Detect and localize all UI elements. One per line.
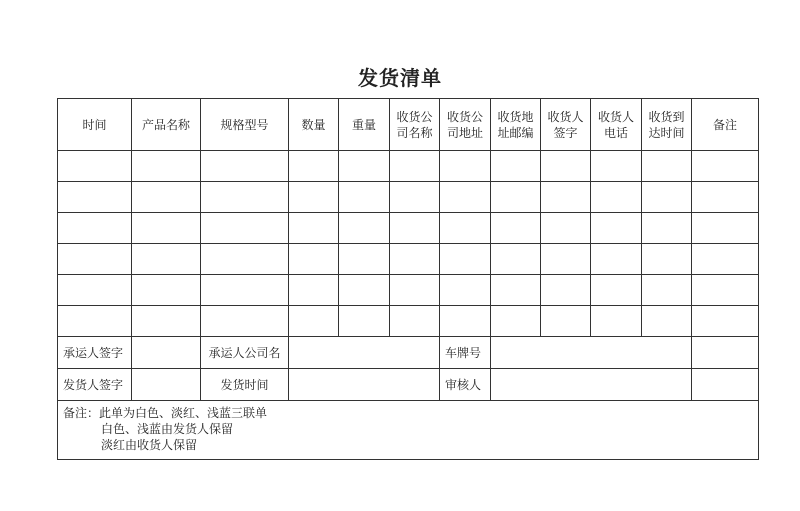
table-cell[interactable]: [591, 306, 642, 337]
table-cell[interactable]: [58, 275, 132, 306]
header-line: 备注: [712, 117, 737, 132]
shipping-list-table: [57, 98, 759, 460]
table-row: [58, 244, 759, 275]
header-cell: [692, 99, 759, 151]
ship-time-label: 发货时间: [201, 369, 289, 401]
table-cell[interactable]: [541, 275, 591, 306]
table-cell[interactable]: [591, 151, 642, 182]
table-cell[interactable]: [692, 213, 759, 244]
table-cell[interactable]: [642, 244, 692, 275]
footer-row-shipper: [58, 369, 759, 401]
table-cell[interactable]: [58, 213, 132, 244]
table-cell[interactable]: [642, 182, 692, 213]
table-cell[interactable]: [201, 244, 289, 275]
header-line: 重量: [351, 117, 376, 132]
remark-field[interactable]: [692, 337, 759, 369]
carrier-sign-label: 承运人签字: [58, 337, 132, 369]
table-cell[interactable]: [541, 151, 591, 182]
table-cell[interactable]: [440, 306, 491, 337]
table-cell[interactable]: [289, 306, 339, 337]
header-cell: [132, 99, 201, 151]
table-cell[interactable]: [692, 182, 759, 213]
table-cell[interactable]: [591, 182, 642, 213]
table-cell[interactable]: [390, 213, 440, 244]
header-cell: [491, 99, 541, 151]
table-cell[interactable]: [541, 182, 591, 213]
shipper-sign-field[interactable]: [132, 369, 201, 401]
table-cell[interactable]: [440, 275, 491, 306]
note-line-1: 备注：此单为白色、淡红、浅蓝三联单: [63, 406, 268, 420]
header-line: 规格型号: [220, 117, 269, 132]
header-line: 数量: [301, 117, 326, 132]
table-row: [58, 275, 759, 306]
table-cell[interactable]: [289, 182, 339, 213]
table-cell[interactable]: [201, 306, 289, 337]
ship-time-field[interactable]: [289, 369, 440, 401]
table-cell[interactable]: [440, 151, 491, 182]
header-line: 收货地: [497, 109, 534, 124]
table-row: [58, 306, 759, 337]
table-cell[interactable]: [132, 306, 201, 337]
table-cell[interactable]: [491, 151, 541, 182]
table-row: [58, 213, 759, 244]
table-cell[interactable]: [58, 306, 132, 337]
table-cell[interactable]: [440, 182, 491, 213]
header-line: 收货公: [396, 109, 433, 124]
table-cell[interactable]: [692, 275, 759, 306]
plate-field[interactable]: [491, 337, 692, 369]
header-cell: [58, 99, 132, 151]
header-line: 收货人: [547, 109, 584, 124]
table-cell[interactable]: [642, 213, 692, 244]
table-cell[interactable]: [692, 306, 759, 337]
header-cell: [440, 99, 491, 151]
table-cell[interactable]: [541, 213, 591, 244]
page-title: 发货清单: [358, 66, 442, 90]
header-line: 签字: [553, 125, 578, 140]
header-line: 收货人: [597, 109, 634, 124]
shipper-sign-label: 发货人签字: [58, 369, 132, 401]
header-cell: [339, 99, 390, 151]
carrier-sign-field[interactable]: [132, 337, 201, 369]
header-cell: [390, 99, 440, 151]
table-cell[interactable]: [591, 213, 642, 244]
note-line-3: 淡红由收货人保留: [101, 438, 198, 452]
header-line: 达时间: [648, 125, 685, 140]
table-cell[interactable]: [132, 244, 201, 275]
table-cell[interactable]: [491, 182, 541, 213]
table-cell[interactable]: [491, 213, 541, 244]
table-cell[interactable]: [132, 275, 201, 306]
table-cell[interactable]: [642, 151, 692, 182]
note-cell: [58, 401, 759, 460]
table-cell[interactable]: [491, 244, 541, 275]
header-cell: [591, 99, 642, 151]
table-cell[interactable]: [289, 244, 339, 275]
table-row: [58, 151, 759, 182]
table-cell[interactable]: [591, 275, 642, 306]
table-cell[interactable]: [440, 213, 491, 244]
header-line: 司地址: [446, 125, 483, 140]
table-cell[interactable]: [390, 244, 440, 275]
header-cell: [541, 99, 591, 151]
table-cell[interactable]: [339, 213, 390, 244]
header-line: 产品名称: [141, 117, 190, 132]
table-cell[interactable]: [642, 306, 692, 337]
carrier-company-field[interactable]: [289, 337, 440, 369]
table-cell[interactable]: [339, 244, 390, 275]
note-row: [58, 401, 759, 460]
header-line: 收货到: [648, 109, 685, 124]
header-cell: [201, 99, 289, 151]
reviewer-label: 审核人: [440, 369, 491, 401]
table-cell[interactable]: [201, 275, 289, 306]
header-line: 收货公: [446, 109, 483, 124]
plate-label: 车牌号: [440, 337, 491, 369]
table-cell[interactable]: [289, 151, 339, 182]
table-cell[interactable]: [390, 182, 440, 213]
table-cell[interactable]: [541, 244, 591, 275]
table-cell[interactable]: [692, 244, 759, 275]
header-line: 电话: [603, 125, 628, 140]
table-cell[interactable]: [491, 275, 541, 306]
table-cell[interactable]: [692, 151, 759, 182]
table-cell[interactable]: [591, 244, 642, 275]
header-row: [58, 99, 759, 151]
table-cell[interactable]: [132, 151, 201, 182]
table-cell[interactable]: [339, 275, 390, 306]
table-cell[interactable]: [339, 182, 390, 213]
table-cell[interactable]: [289, 213, 339, 244]
header-cell: [642, 99, 692, 151]
table-cell[interactable]: [390, 151, 440, 182]
header-line: 司名称: [396, 125, 433, 140]
table-cell[interactable]: [390, 275, 440, 306]
table-cell[interactable]: [339, 306, 390, 337]
note-line-2: 白色、浅蓝由发货人保留: [101, 422, 234, 436]
footer-row-carrier: [58, 337, 759, 369]
remark-field[interactable]: [692, 369, 759, 401]
table-cell[interactable]: [201, 213, 289, 244]
table-cell[interactable]: [132, 182, 201, 213]
table-cell[interactable]: [58, 151, 132, 182]
table-cell[interactable]: [58, 182, 132, 213]
table-cell[interactable]: [201, 182, 289, 213]
table-cell[interactable]: [390, 306, 440, 337]
table-cell[interactable]: [289, 275, 339, 306]
reviewer-field[interactable]: [491, 369, 692, 401]
table-cell[interactable]: [541, 306, 591, 337]
header-cell: [289, 99, 339, 151]
table-row: [58, 182, 759, 213]
table-cell[interactable]: [132, 213, 201, 244]
table-cell[interactable]: [491, 306, 541, 337]
table-cell[interactable]: [642, 275, 692, 306]
header-line: 址邮编: [497, 125, 534, 140]
table-cell[interactable]: [58, 244, 132, 275]
table-cell[interactable]: [339, 151, 390, 182]
table-cell[interactable]: [201, 151, 289, 182]
carrier-company-label: 承运人公司名: [201, 337, 289, 369]
table-cell[interactable]: [440, 244, 491, 275]
header-line: 时间: [82, 117, 107, 132]
